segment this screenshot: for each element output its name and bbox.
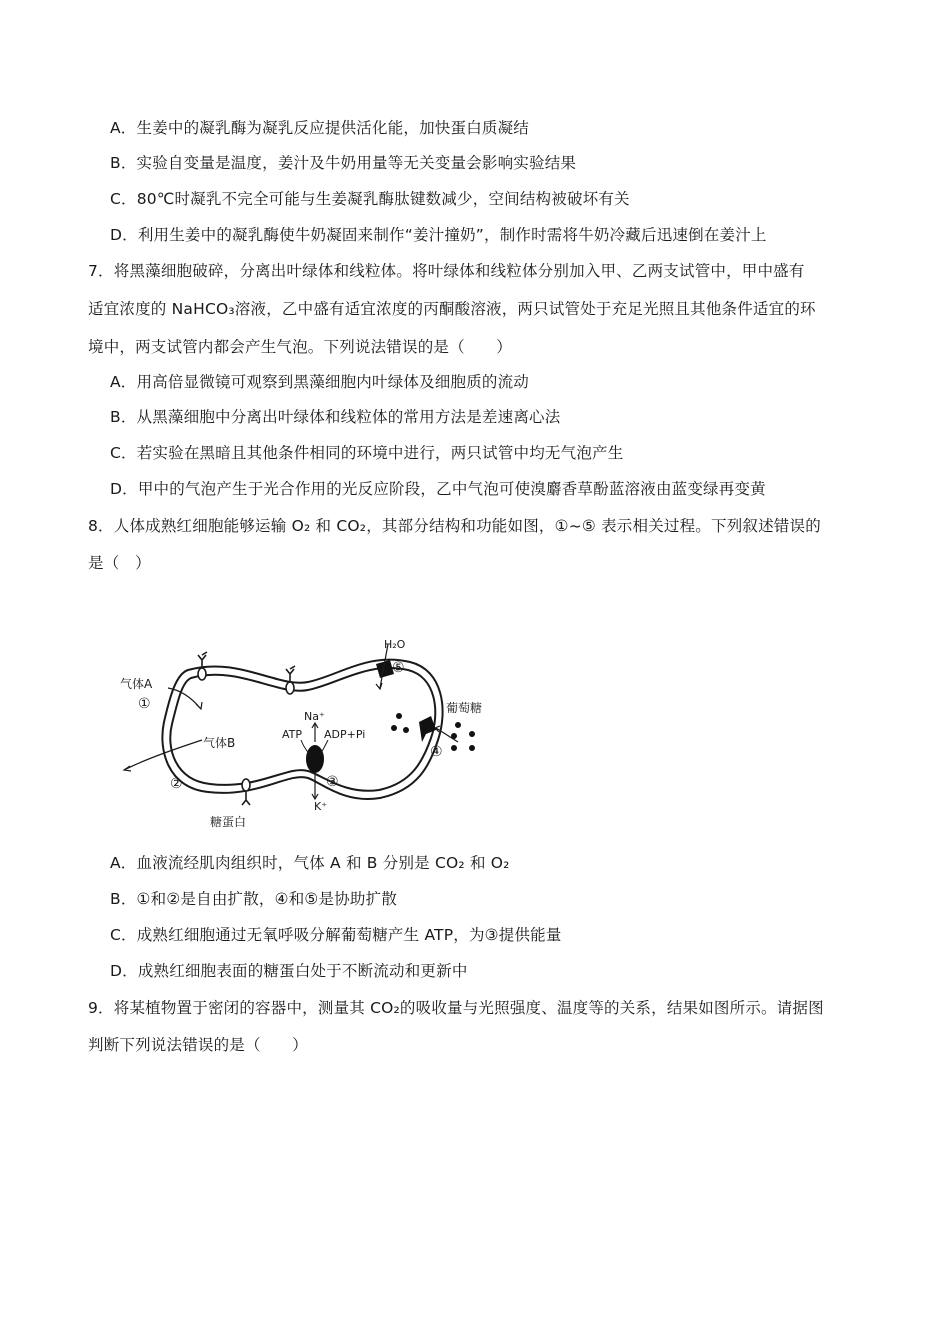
process-5-label: ⑤ [392, 660, 405, 676]
q6-option-b: B．实验自变量是温度，姜汁及牛奶用量等无关变量会影响实验结果 [110, 154, 577, 172]
process-1-label: ① [138, 696, 151, 712]
q7-stem-line-3: 境中，两支试管内都会产生气泡。下列说法错误的是（ ） [88, 338, 512, 356]
process-2-label: ② [170, 776, 183, 792]
rbc-membrane-figure [118, 630, 498, 840]
q8-option-c: C．成熟红细胞通过无氧呼吸分解葡萄糖产生 ATP，为③提供能量 [110, 926, 562, 944]
q7-option-d: D．甲中的气泡产生于光合作用的光反应阶段，乙中气泡可使溴麝香草酚蓝溶液由蓝变绿再变黄 [110, 480, 766, 498]
glycoprotein-marker [286, 666, 295, 694]
q7-stem-line-1: 7．将黑藻细胞破碎，分离出叶绿体和线粒体。将叶绿体和线粒体分别加入甲、乙两支试管中，甲中盛有 [88, 262, 805, 280]
q7-option-b: B．从黑藻细胞中分离出叶绿体和线粒体的常用方法是差速离心法 [110, 408, 561, 426]
q8-option-a: A．血液流经肌肉组织时，气体 A 和 B 分别是 CO₂ 和 O₂ [110, 854, 510, 872]
adp-label: ADP+Pi [324, 728, 366, 741]
cell-membrane [162, 660, 442, 799]
glucose-label: 葡萄糖 [446, 701, 483, 715]
atp-label: ATP [282, 728, 303, 741]
gas-a-label: 气体A [120, 677, 153, 691]
process-4-label: ④ [430, 744, 443, 760]
gas-b-label: 气体B [203, 736, 236, 750]
arrow-head [196, 702, 202, 709]
q7-option-c: C．若实验在黑暗且其他条件相同的环境中进行，两只试管中均无气泡产生 [110, 444, 624, 462]
q9-stem-line-1: 9．将某植物置于密闭的容器中，测量其 CO₂的吸收量与光照强度、温度等的关系，结果如图所示。请据图 [88, 999, 824, 1017]
q9-stem-line-2: 判断下列说法错误的是（ ） [88, 1036, 308, 1054]
q6-option-a: A．生姜中的凝乳酶为凝乳反应提供活化能，加快蛋白质凝结 [110, 119, 530, 137]
q7-option-a: A．用高倍显微镜可观察到黑藻细胞内叶绿体及细胞质的流动 [110, 373, 530, 391]
sodium-label: Na⁺ [304, 710, 325, 723]
q8-stem-line-2: 是（ ） [88, 554, 151, 572]
q6-option-c: C．80℃时凝乳不完全可能与生姜凝乳酶肽键数减少，空间结构被破坏有关 [110, 190, 630, 208]
q6-option-d: D．利用生姜中的凝乳酶使牛奶凝固来制作“姜汁撞奶”，制作时需将牛奶冷藏后迅速倒在姜汁上 [110, 226, 767, 244]
water-label: H₂O [384, 638, 406, 651]
q8-option-b: B．①和②是自由扩散，④和⑤是协助扩散 [110, 890, 398, 908]
process-3-label: ③ [326, 774, 339, 790]
q7-stem-line-2: 适宜浓度的 NaHCO₃溶液，乙中盛有适宜浓度的丙酮酸溶液，两只试管处于充足光照且其他条件适宜的环 [88, 300, 816, 318]
q8-stem-line-1: 8．人体成熟红细胞能够运输 O₂ 和 CO₂，其部分结构和功能如图，①~⑤ 表示相关过程。下列叙述错误的 [88, 517, 821, 535]
potassium-label: K⁺ [314, 800, 328, 813]
q8-option-d: D．成熟红细胞表面的糖蛋白处于不断流动和更新中 [110, 962, 468, 980]
glycoprotein-label: 糖蛋白 [210, 815, 247, 829]
